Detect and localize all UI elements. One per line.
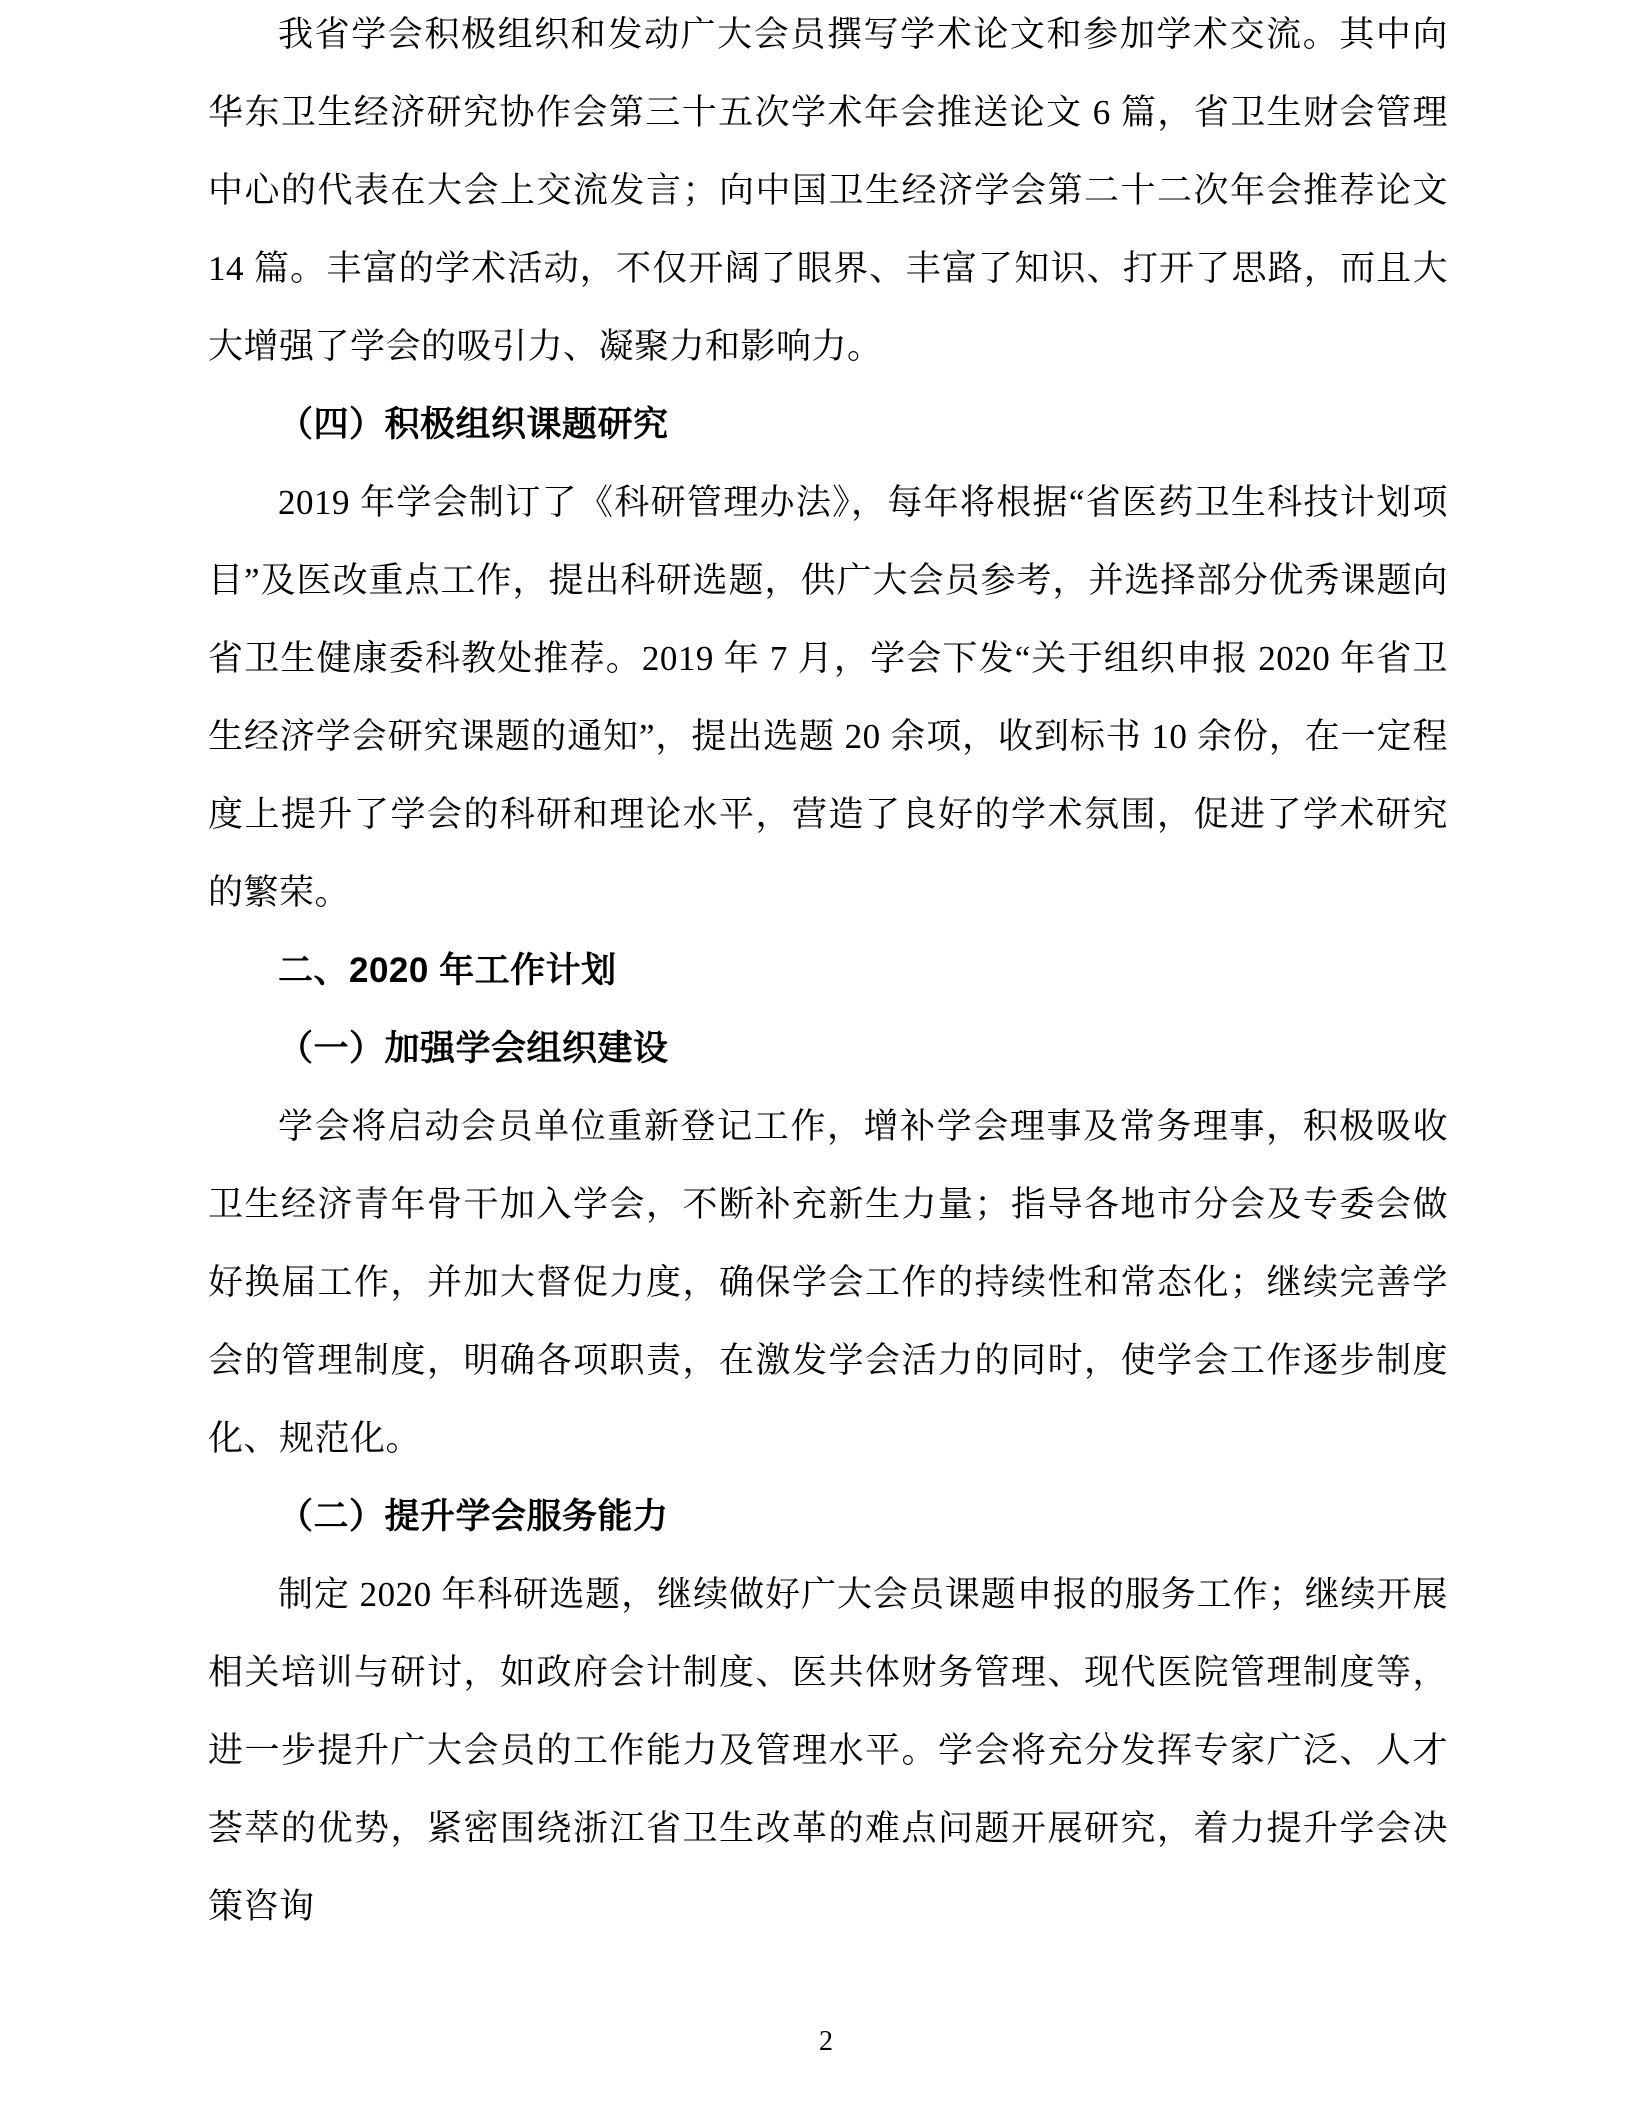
body-paragraph: 学会将启动会员单位重新登记工作，增补学会理事及常务理事，积极吸收卫生经济青年骨干加入学会，不断补充新生力量；指导各地市分会及专委会做好换届工作，并加大督促力度，确保学会工作的持续性和常态化；继续完善学会的管理制度，明确各项职责，在激发学会活力的同时，使学会工作逐步制度化、规范化。 (208, 1107, 1448, 1458)
section-heading: （四）积极组织课题研究 (278, 405, 669, 444)
page-number: 2 (819, 2026, 833, 2057)
body-paragraph: 2019 年学会制订了《科研管理办法》，每年将根据“省医药卫生科技计划项目”及医改重点工作，提出科研选题，供广大会员参考，并选择部分优秀课题向省卫生健康委科教处推荐。2019 年 7 月，学会下发“关于组织申报 2020 年省卫生经济学会研究课题的通知”，提出选题 20 余项，收到标书 10 余份，在一定程度上提升了学会的科研和理论水平，营造了良好的学术氛围，促进了学术研究的繁荣。 (208, 483, 1448, 912)
section-heading: 二、2020 年工作计划 (278, 951, 617, 990)
body-paragraph: 我省学会积极组织和发动广大会员撰写学术论文和参加学术交流。其中向华东卫生经济研究协作会第三十五次学术年会推送论文 6 篇，省卫生财会管理中心的代表在大会上交流发言；向中国卫生经济学会第二十二次年会推荐论文 14 篇。丰富的学术活动，不仅开阔了眼界、丰富了知识、打开了思路，而且大大增强了学会的吸引力、凝聚力和影响力。 (208, 15, 1448, 366)
document-body (208, 0, 1448, 1946)
section-heading: （一）加强学会组织建设 (278, 1029, 669, 1068)
section-heading: （二）提升学会服务能力 (278, 1497, 669, 1536)
body-paragraph: 制定 2020 年科研选题，继续做好广大会员课题申报的服务工作；继续开展相关培训与研讨，如政府会计制度、医共体财务管理、现代医院管理制度等，进一步提升广大会员的工作能力及管理水平。学会将充分发挥专家广泛、人才荟萃的优势，紧密围绕浙江省卫生改革的难点问题开展研究，着力提升学会决策咨询 (208, 1575, 1448, 1926)
